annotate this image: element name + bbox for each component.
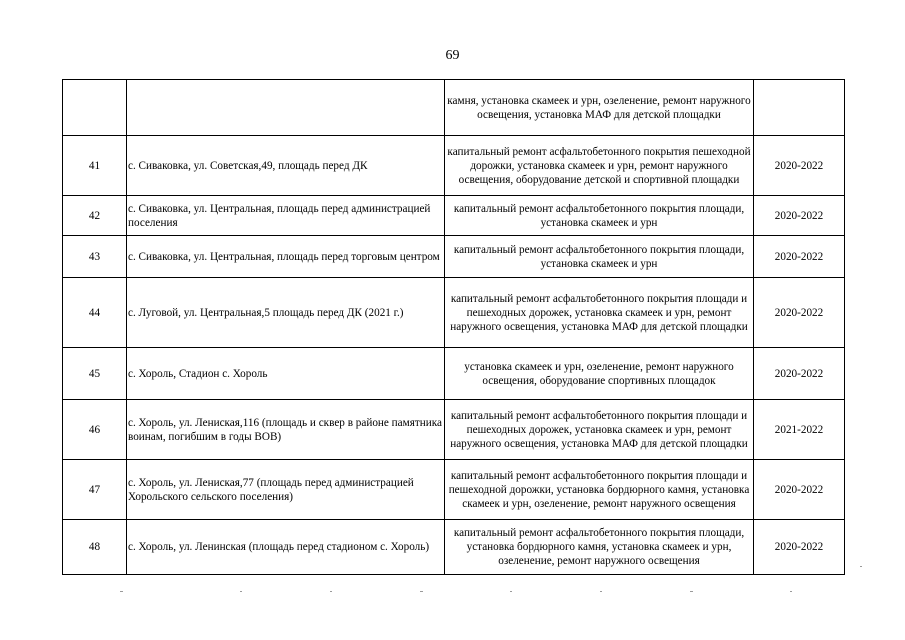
row-work: капитальный ремонт асфальтобетонного покрытия площади, установка скамеек и урн [445, 236, 754, 278]
row-address: с. Сиваковка, ул. Советская,49, площадь перед ДК [127, 136, 445, 196]
row-work: капитальный ремонт асфальтобетонного покрытия площади и пешеходной дорожки, установка бордюрного камня, установка скамеек и урн, озеленение, ремонт наружного освещения [445, 460, 754, 520]
row-number: 48 [63, 520, 127, 575]
table-row [63, 278, 845, 348]
scan-speck [420, 591, 423, 592]
row-address [127, 80, 445, 136]
row-number: 42 [63, 196, 127, 236]
row-address: с. Хороль, ул. Ленинская (площадь перед стадионом с. Хороль) [127, 520, 445, 575]
table-row [63, 460, 845, 520]
row-period: 2020-2022 [754, 236, 845, 278]
row-number: 47 [63, 460, 127, 520]
table-row [63, 80, 845, 136]
row-address: с. Сиваковка, ул. Центральная, площадь перед администрацией поселения [127, 196, 445, 236]
row-number [63, 80, 127, 136]
scan-speck [860, 566, 862, 567]
table-row [63, 136, 845, 196]
row-number: 43 [63, 236, 127, 278]
row-period: 2020-2022 [754, 460, 845, 520]
scan-speck [330, 591, 332, 592]
row-number: 45 [63, 348, 127, 400]
table-row [63, 348, 845, 400]
page-number: 69 [445, 48, 460, 63]
improvement-table [62, 79, 845, 575]
scan-speck [690, 591, 693, 592]
row-period [754, 80, 845, 136]
row-period: 2021-2022 [754, 400, 845, 460]
row-work: капитальный ремонт асфальтобетонного покрытия площади и пешеходных дорожек, установка скамеек и урн, ремонт наружного освещения, установка МАФ для детской площадки [445, 400, 754, 460]
row-number: 44 [63, 278, 127, 348]
row-work: капитальный ремонт асфальтобетонного покрытия пешеходной дорожки, установка скамеек и урн, ремонт наружного освещения, оборудование детской и спортивной площадки [445, 136, 754, 196]
row-period: 2020-2022 [754, 196, 845, 236]
row-work: капитальный ремонт асфальтобетонного покрытия площади, установка скамеек и урн [445, 196, 754, 236]
row-work: камня, установка скамеек и урн, озеленение, ремонт наружного освещения, установка МАФ для детской площадки [445, 80, 754, 136]
scan-speck [120, 591, 123, 592]
scan-speck [240, 591, 242, 592]
table-row [63, 236, 845, 278]
row-number: 41 [63, 136, 127, 196]
row-address: с. Хороль, ул. Лениская,116 (площадь и сквер в районе памятника воинам, погибшим в годы ВОВ) [127, 400, 445, 460]
row-work: капитальный ремонт асфальтобетонного покрытия площади и пешеходных дорожек, установка скамеек и урн, ремонт наружного освещения, установка МАФ для детской площадки [445, 278, 754, 348]
scan-speck [790, 591, 792, 592]
row-period: 2020-2022 [754, 348, 845, 400]
row-address: с. Хороль, ул. Лениская,77 (площадь перед администрацией Хорольского сельского поселения) [127, 460, 445, 520]
row-work: капитальный ремонт асфальтобетонного покрытия площади, установка бордюрного камня, установка скамеек и урн, озеленение, ремонт наружного освещения [445, 520, 754, 575]
scan-speck [600, 591, 602, 592]
row-address: с. Луговой, ул. Центральная,5 площадь перед ДК (2021 г.) [127, 278, 445, 348]
row-address: с. Сиваковка, ул. Центральная, площадь перед торговым центром [127, 236, 445, 278]
table-row [63, 400, 845, 460]
row-number: 46 [63, 400, 127, 460]
row-address: с. Хороль, Стадион с. Хороль [127, 348, 445, 400]
scan-speck [510, 591, 512, 592]
row-period: 2020-2022 [754, 136, 845, 196]
row-period: 2020-2022 [754, 278, 845, 348]
table-row [63, 196, 845, 236]
table-row [63, 520, 845, 575]
row-work: установка скамеек и урн, озеленение, ремонт наружного освещения, оборудование спортивных площадок [445, 348, 754, 400]
row-period: 2020-2022 [754, 520, 845, 575]
